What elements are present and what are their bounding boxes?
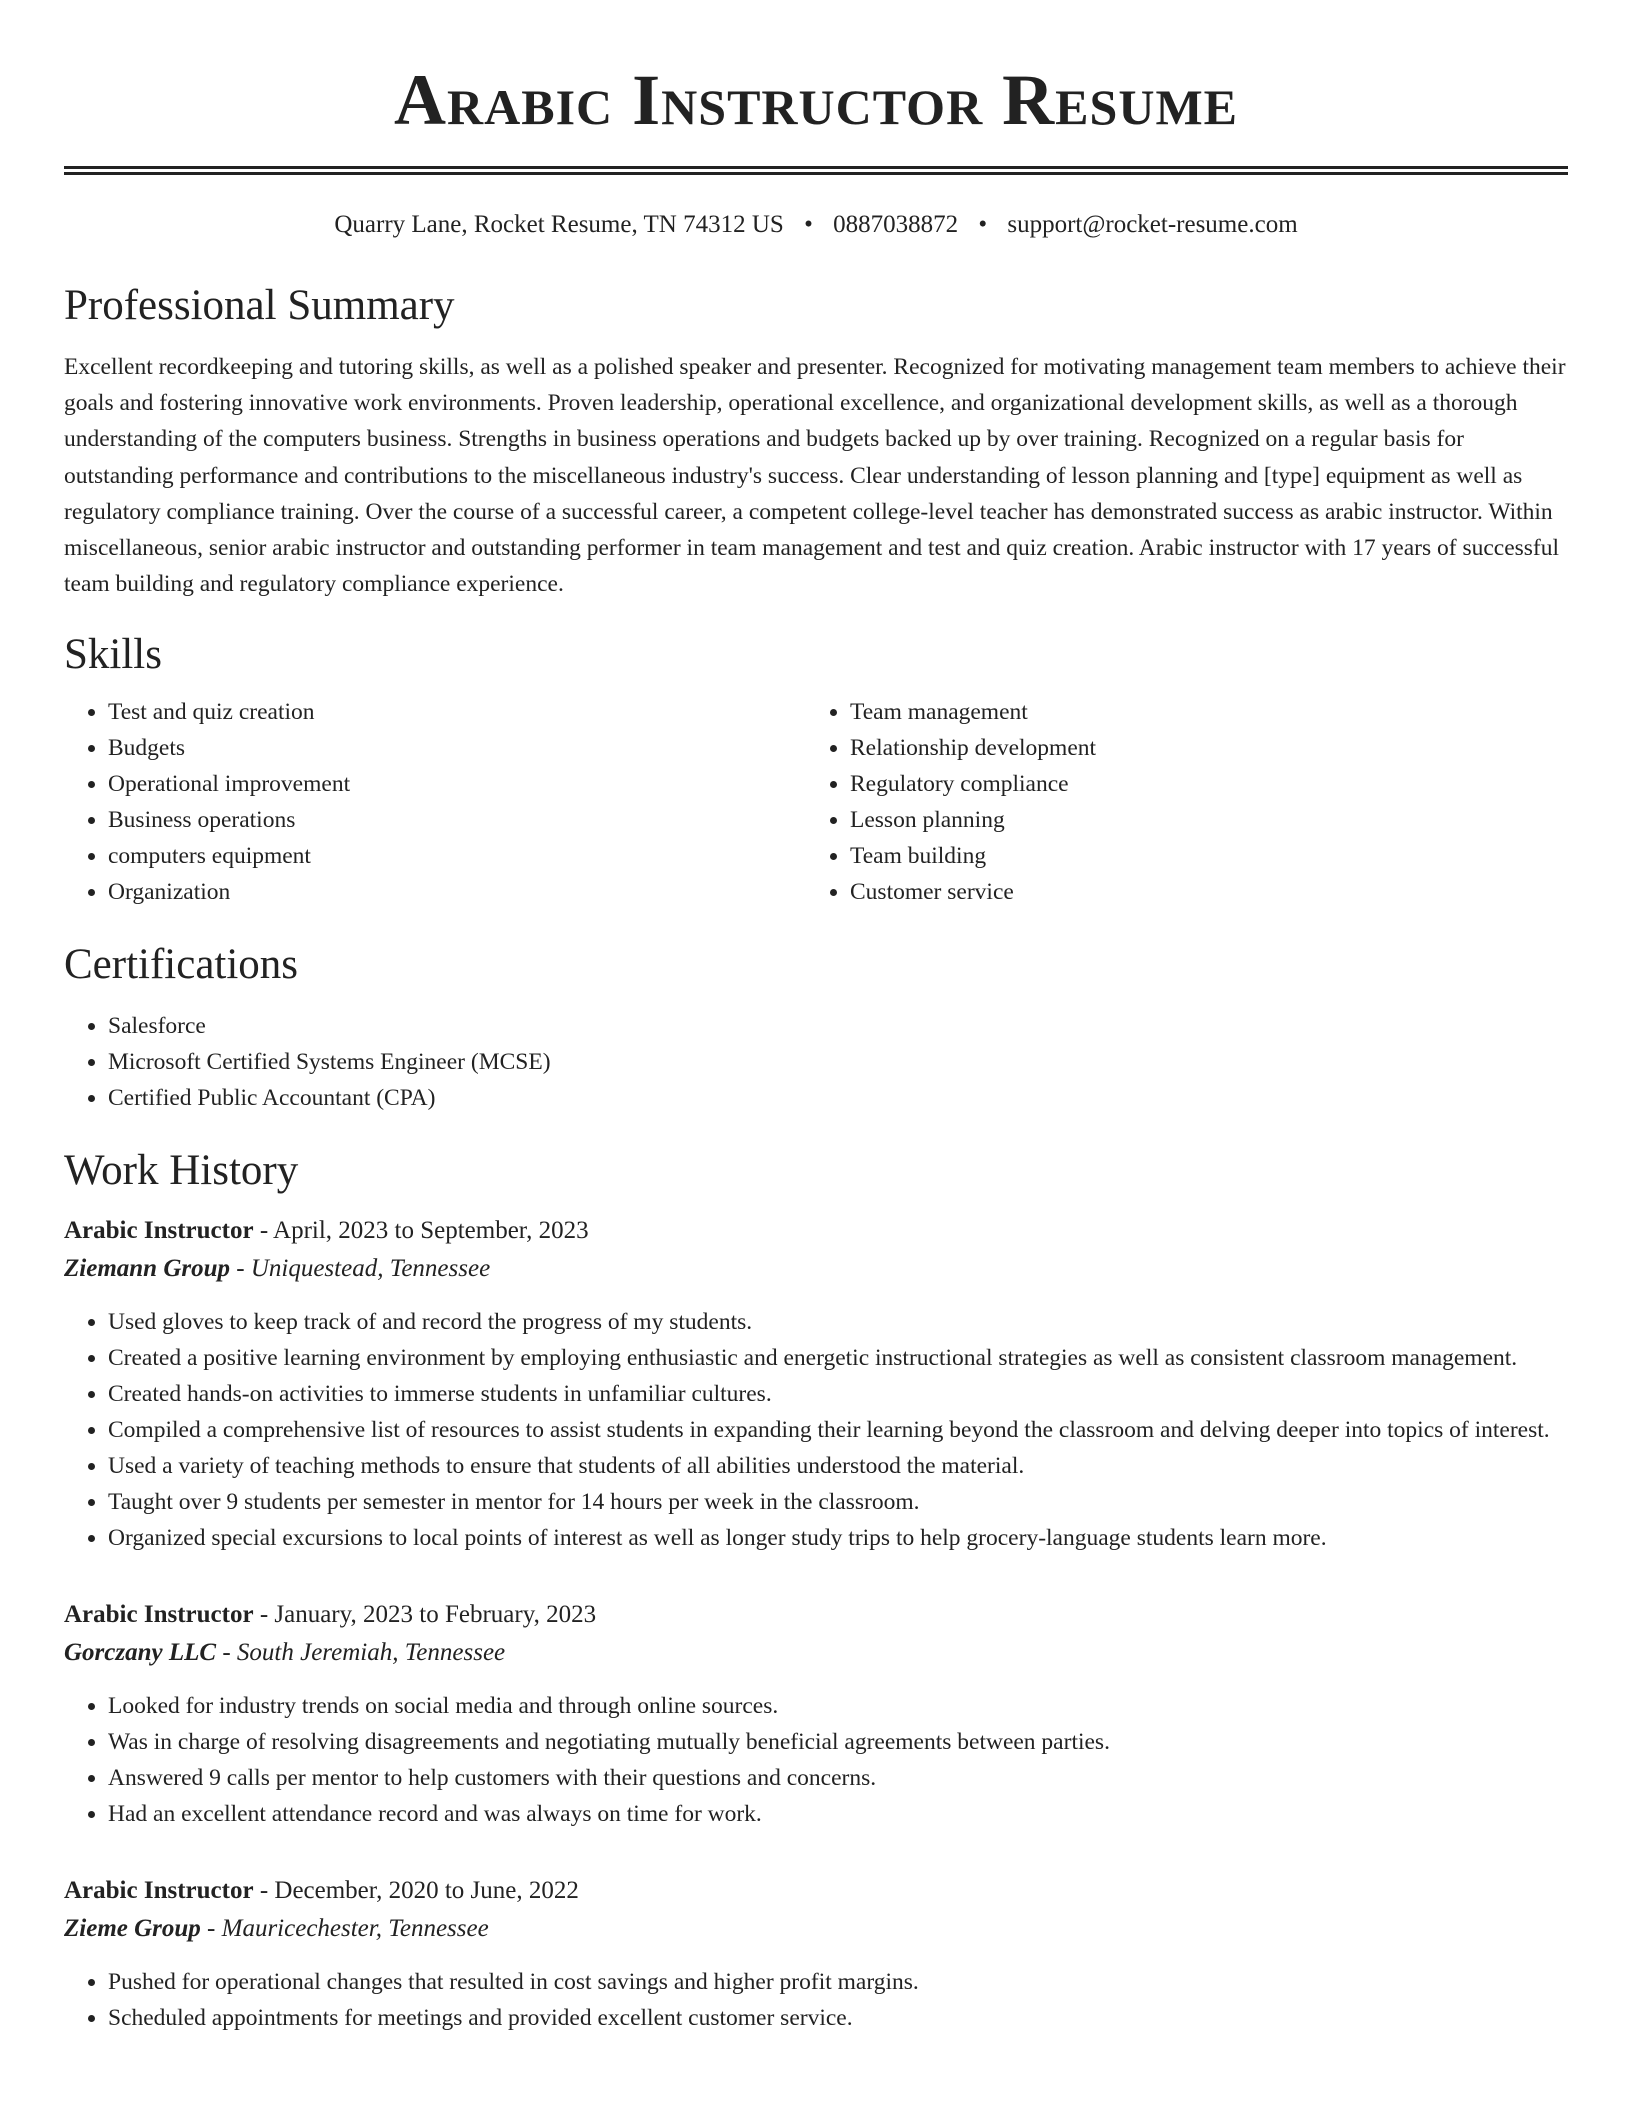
job-bullet: • Answered 9 calls per mentor to help customers with their questions and concerns. <box>108 1760 1568 1796</box>
certifications-list <box>64 1008 1568 1116</box>
job-company: Zieme Group <box>64 1915 201 1943</box>
job-entry <box>64 1596 1568 1832</box>
contact-line <box>64 209 1568 241</box>
job-company-line <box>64 1634 1568 1672</box>
job-dates: - April, 2023 to September, 2023 <box>253 1217 589 1245</box>
job-bullets <box>64 1304 1568 1556</box>
job-dates: - January, 2023 to February, 2023 <box>253 1601 597 1629</box>
job-bullet: • Taught over 9 students per semester in mentor for 14 hours per week in the classroom. <box>108 1484 1568 1520</box>
job-bullets <box>64 1688 1568 1832</box>
title-double-rule <box>64 166 1568 175</box>
job-title-line <box>64 1872 1568 1910</box>
job-bullet: • Created a positive learning environment by employing enthusiastic and energetic instructional strategies as well as consistent classroom management. <box>108 1340 1568 1376</box>
job-location: - Uniquestead, Tennessee <box>230 1255 491 1283</box>
skill-item: • Operational improvement <box>108 766 806 802</box>
skills-list-left <box>64 694 806 910</box>
job-bullets <box>64 1964 1568 2036</box>
job-company-line <box>64 1910 1568 1948</box>
work-history-heading: Work History <box>64 1147 299 1195</box>
job-company: Ziemann Group <box>64 1255 231 1283</box>
skill-item: • Budgets <box>108 730 806 766</box>
job-bullet: • Was in charge of resolving disagreements and negotiating mutually beneficial agreements between parties. <box>108 1724 1568 1760</box>
skill-item: • Business operations <box>108 802 806 838</box>
job-title: Arabic Instructor <box>64 1877 254 1905</box>
job-title: Arabic Instructor <box>64 1601 254 1629</box>
job-location: - Mauricechester, Tennessee <box>200 1915 489 1943</box>
summary-heading: Professional Summary <box>64 282 455 329</box>
job-bullet: • Had an excellent attendance record and was always on time for work. <box>108 1796 1568 1832</box>
skill-item: • Lesson planning <box>850 802 1548 838</box>
skill-item: • Test and quiz creation <box>108 694 806 730</box>
certification-item: • Salesforce <box>108 1008 1568 1044</box>
certifications-section <box>64 940 1568 1116</box>
work-history-section <box>64 1146 1568 2036</box>
job-bullet: • Looked for industry trends on social media and through online sources. <box>108 1688 1568 1724</box>
certification-item: • Certified Public Accountant (CPA) <box>108 1080 1568 1116</box>
job-title-line <box>64 1596 1568 1634</box>
contact-phone: 0887038872 <box>833 211 959 238</box>
skill-item: • computers equipment <box>108 838 806 874</box>
job-company: Gorczany LLC <box>64 1639 217 1667</box>
skills-heading: Skills <box>64 631 162 679</box>
job-bullet: • Scheduled appointments for meetings and provided excellent customer service. <box>108 2000 1568 2036</box>
job-bullet: • Used a variety of teaching methods to ensure that students of all abilities understood the material. <box>108 1448 1568 1484</box>
contact-separator-bullet: • <box>804 211 813 238</box>
job-location: - South Jeremiah, Tennessee <box>216 1639 506 1667</box>
job-dates: - December, 2020 to June, 2022 <box>253 1877 579 1905</box>
certification-item: • Microsoft Certified Systems Engineer (MCSE) <box>108 1044 1568 1080</box>
job-bullet: • Used gloves to keep track of and record the progress of my students. <box>108 1304 1568 1340</box>
skill-item: • Regulatory compliance <box>850 766 1548 802</box>
skill-item: • Team building <box>850 838 1548 874</box>
skill-item: • Organization <box>108 874 806 910</box>
skill-item: • Team management <box>850 694 1548 730</box>
job-bullet: • Created hands-on activities to immerse students in unfamiliar cultures. <box>108 1376 1568 1412</box>
professional-summary-section <box>64 281 1568 602</box>
skill-item: • Customer service <box>850 874 1548 910</box>
job-entry <box>64 1212 1568 1556</box>
job-entry <box>64 1872 1568 2036</box>
job-title: Arabic Instructor <box>64 1217 254 1245</box>
job-bullet: • Pushed for operational changes that resulted in cost savings and higher profit margins. <box>108 1964 1568 2000</box>
skill-item: • Relationship development <box>850 730 1548 766</box>
resume-title: Arabic Instructor Resume <box>394 60 1238 140</box>
summary-text: Excellent recordkeeping and tutoring skills, as well as a polished speaker and presenter. Recognized for motivating management team members to achieve their goals and fostering innovative work environments. Proven leadership, operational excellence, and organizational development skills, as well as a thorough understanding of the computers business. Strengths in business operations and budgets backed up by over training. Recognized on a regular basis for outstanding performance and contributions to the miscellaneous industry's success. Clear understanding of lesson planning and [type] equipment as well as regulatory compliance training. Over the course of a successful career, a competent college-level teacher has demonstrated success as arabic instructor. Within miscellaneous, senior arabic instructor and outstanding performer in team management and test and quiz creation. Arabic instructor with 17 years of successful team building and regulatory compliance experience. <box>64 354 1566 598</box>
skills-list-right <box>806 694 1548 910</box>
job-bullet: • Organized special excursions to local points of interest as well as longer study trips to help grocery-language students learn more. <box>108 1520 1568 1556</box>
skills-grid <box>64 694 1568 910</box>
contact-email: support@rocket-resume.com <box>1007 211 1298 238</box>
skills-section <box>64 630 1568 910</box>
certifications-heading: Certifications <box>64 941 299 989</box>
job-bullet: • Compiled a comprehensive list of resources to assist students in expanding their learning beyond the classroom and delving deeper into topics of interest. <box>108 1412 1568 1448</box>
contact-separator-bullet: • <box>978 211 988 238</box>
job-title-line <box>64 1212 1568 1250</box>
contact-address: Quarry Lane, Rocket Resume, TN 74312 US <box>334 211 784 238</box>
job-company-line <box>64 1250 1568 1288</box>
